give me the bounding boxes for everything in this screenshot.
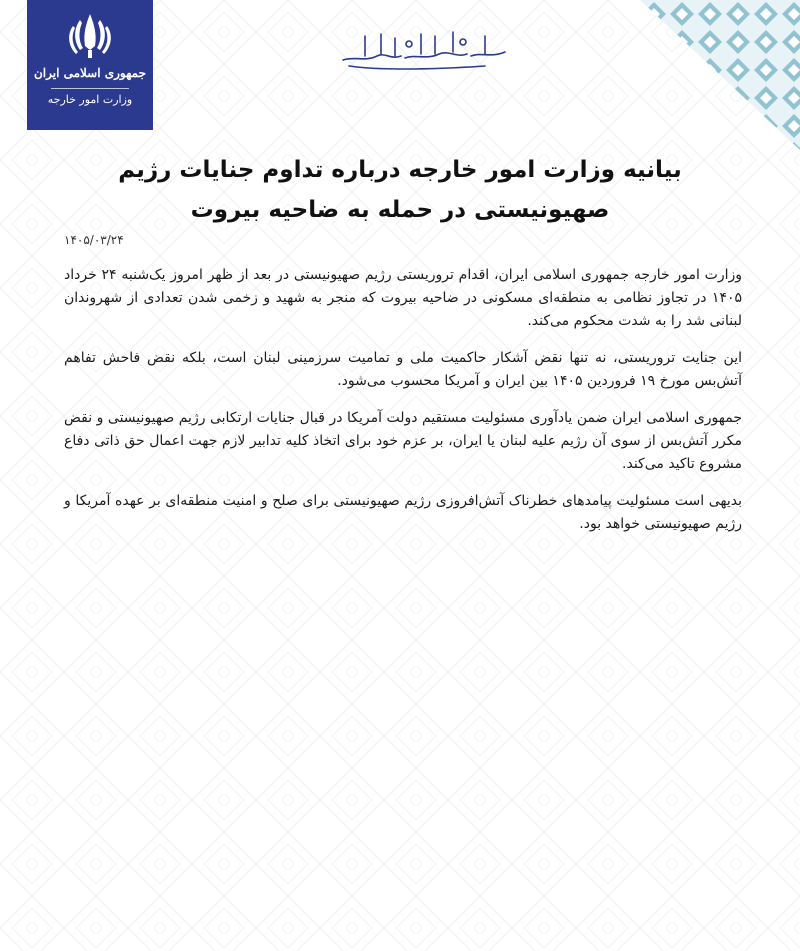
corner-ornament — [640, 0, 800, 150]
paragraph: وزارت امور خارجه جمهوری اسلامی ایران، اقدام تروریستی رژیم صهیونیستی در بعد از ظهر امروز یک‌شنبه ۲۴ خرداد ۱۴۰۵ در تجاوز نظامی به منطقه‌ای مسکونی در ضاحیه بیروت که منجر به شهید و زخمی شدن تعدادی از شهروندان لبنانی شد را به شدت محکوم می‌کند. — [64, 267, 742, 329]
paragraph: این جنایت تروریستی، نه تنها نقض آشکار حاکمیت ملی و تمامیت سرزمینی لبنان است، بلکه نقض فاحش تفاهم آتش‌بس مورخ ۱۹ فروردین ۱۴۰۵ بین ایران و آمریکا محسوب می‌شود. — [64, 350, 742, 389]
logo-divider — [51, 88, 129, 89]
statement-date: ۱۴۰۵/۰۳/۲۴ — [64, 233, 124, 247]
paragraph: جمهوری اسلامی ایران ضمن یادآوری مسئولیت مستقیم دولت آمریکا در قبال جنایات ارتکابی رژیم صهیونیستی و نقض مکرر آتش‌بس از سوی آن رژیم علیه لبنان یا ایران، بر عزم خود برای اتخاذ کلیه تدابیر لازم جهت اعمال حق ذاتی دفاع مشروع تاکید می‌کند. — [64, 410, 742, 472]
ministry-logo — [27, 0, 153, 130]
paragraph: بدیهی است مسئولیت پیامدهای خطرناک آتش‌افروزی رژیم صهیونیستی برای صلح و امنیت منطقه‌ای بر عهده آمریکا و رژیم صهیونیستی خواهد بود. — [64, 493, 742, 532]
logo-ministry-name: وزارت امور خارجه — [47, 93, 133, 106]
statement-title: بیانیه وزارت امور خارجه درباره تداوم جنایات رژیم صهیونیستی در حمله به ضاحیه بیروت — [118, 157, 682, 223]
iran-emblem-icon — [64, 12, 116, 60]
basmala-calligraphy — [335, 26, 515, 74]
logo-country-name: جمهوری اسلامی ایران — [33, 66, 147, 80]
statement-body — [64, 264, 742, 550]
